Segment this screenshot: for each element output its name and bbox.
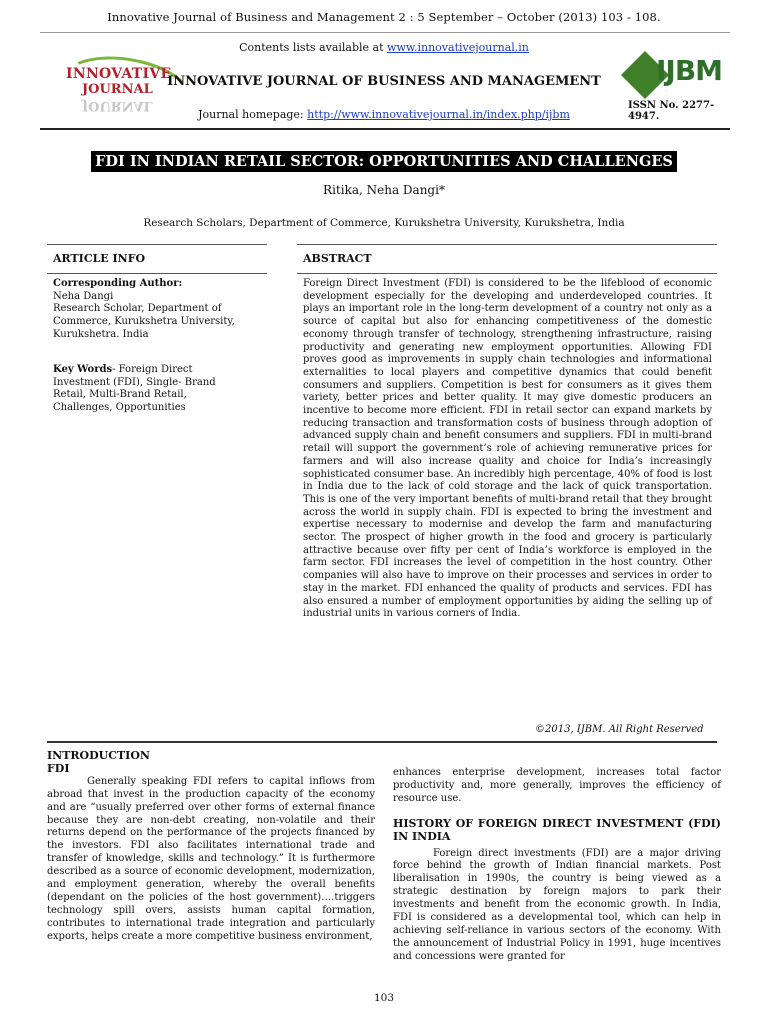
journal-citation: Innovative Journal of Business and Management 2 : 5 September – October (2013) 103 - 108.	[107, 10, 661, 24]
body-left-column	[47, 750, 375, 944]
fdi-heading: FDI	[47, 761, 70, 775]
logo-reflection: JOURNAL	[82, 98, 153, 113]
article-info-heading: ARTICLE INFO	[53, 252, 146, 265]
corresponding-line: Neha Dangi	[53, 290, 114, 302]
article-authors: Ritika, Neha Dangi*	[323, 183, 445, 197]
header-rule	[40, 128, 730, 130]
abstract-bottom-rule	[297, 273, 717, 274]
keywords-label: Key Words	[53, 364, 113, 375]
abstract-paragraph: Foreign Direct Investment (FDI) is considered to be the lifeblood of economic development especially for the developing and underdeveloped countries. It plays an important role in the long-term development of a country not only as a source of capital but also for enhancing competitiveness of the domestic economy through transfer of technology, strengthening infrastructure, raising productivity and generating new employment opportunities. Allowing FDI proves good as improvements in supply chain technologies and informational externalities to local players and competitive dynamics that could benefit consumers and suppliers. Competition is best for consumers as it gives them variety, better prices and better quality. It may give domestic producers an incentive to become more efficient. FDI in retail sector can expand markets by reducing transaction and transformation costs of business through adoption of advanced supply chain and benefit consumers and suppliers. FDI in multi-brand retail will support the government’s role of achieving remunerative prices for farmers and will also increase quality and choice for India’s increasingly sophisticated consumer base. An incredibly high percentage, 40% of food is lost in India due to the lack of cold storage and the lack of quick transportation. This is one of the very important benefits of multi-brand retail that they brought across the world in supply chain. FDI is expected to bring the investment and expertise necessary to modernise and develop the farm and manufacturing sector. The prospect of higher growth in the food and grocery is particularly attractive because over fifty per cent of India’s workforce is employed in the farm sector. FDI increases the level of competition in the host country. Other companies will also have to improve on their processes and services in order to stay in the market. FDI enhanced the quality of products and services. FDI has also ensured a number of employment opportunities by aiding the selling up of industrial units in various corners of India.	[303, 278, 712, 620]
history-paragraph: Foreign direct investments (FDI) are a major driving force behind the growth of Indian financial markets. Post liberalisation in 1990s, the country is being viewed as a strategic destination by foreign majors to park their investments and benefit from the economic growth. In India, FDI is considered as a developmental tool, which can help in achieving self-reliance in various sectors of the economy. With the announcement of Industrial Policy in 1991, huge incentives and concessions were granted for	[393, 847, 721, 962]
keywords-line: - Foreign Direct	[112, 364, 193, 375]
contents-prefix: Contents lists available at	[239, 41, 388, 54]
contents-link[interactable]: www.innovativejournal.in	[387, 41, 529, 54]
keywords-block	[53, 364, 268, 415]
ijbm-logo	[620, 48, 730, 122]
journal-name: INNOVATIVE JOURNAL OF BUSINESS AND MANAGEMENT	[167, 74, 601, 89]
copyright-notice: ©2013, IJBM. All Right Reserved	[535, 724, 704, 735]
abstract-heading: ABSTRACT	[303, 252, 372, 265]
page-number: 103	[373, 992, 395, 1004]
abstract-body	[303, 278, 712, 621]
article-info-bottom-rule	[47, 273, 267, 274]
abstract-end-rule	[47, 741, 717, 743]
abstract-top-rule	[297, 244, 717, 245]
keywords-line: Retail, Multi-Brand Retail,	[53, 389, 187, 401]
intro-continued-paragraph: enhances enterprise development, increases total factor productivity and, more generally, improves the efficiency of resource use.	[393, 767, 721, 804]
intro-paragraph: Generally speaking FDI refers to capital inflows from abroad that invest in the production capacity of the economy and are “usually preferred over other forms of external finance because they are non-debt creating, non-volatile and their returns depend on the performance of the projects financed by the investors. FDI also facilitates international trade and transfer of knowledge, skills and technology.” It is furthermore described as a source of economic development, modernization, and employment generation, whereby the overall benefits (dependant on the policies of the host government)….triggers technology spill overs, assists human capital formation, contributes to international trade integration and particularly exports, helps create a more competitive business environment,	[47, 775, 375, 942]
introduction-heading: INTRODUCTION	[47, 749, 150, 762]
corresponding-line: Commerce, Kurukshetra University,	[53, 316, 235, 328]
issn-number: ISSN No. 2277-4947.	[628, 100, 715, 122]
corresponding-line: Research Scholar, Department of	[53, 303, 222, 315]
corresponding-label: Corresponding Author:	[53, 278, 183, 289]
corresponding-author-block	[53, 278, 268, 342]
keywords-line: Challenges, Opportunities	[53, 402, 186, 414]
homepage-prefix: Journal homepage:	[198, 108, 308, 121]
author-affiliation: Research Scholars, Department of Commerce, Kurukshetra University, Kurukshetra, India	[143, 217, 625, 229]
body-right-column	[393, 767, 721, 964]
homepage-link[interactable]: http://www.innovativejournal.in/index.php/ijbm	[307, 108, 570, 121]
article-title: FDI IN INDIAN RETAIL SECTOR: OPPORTUNITIES AND CHALLENGES	[91, 151, 677, 172]
keywords-line: Investment (FDI), Single- Brand	[53, 376, 216, 388]
article-info-top-rule	[47, 244, 267, 245]
title-wrapper	[0, 151, 768, 172]
logo-line-1: INNOVATIVE	[66, 66, 172, 82]
header-divider	[40, 32, 730, 33]
logo-line-2: JOURNAL	[82, 82, 153, 97]
history-heading: HISTORY OF FOREIGN DIRECT INVESTMENT (FDI) IN INDIA	[393, 816, 721, 843]
corresponding-line: Kurukshetra. India	[53, 328, 149, 340]
ijbm-brand: IJBM	[656, 54, 723, 87]
